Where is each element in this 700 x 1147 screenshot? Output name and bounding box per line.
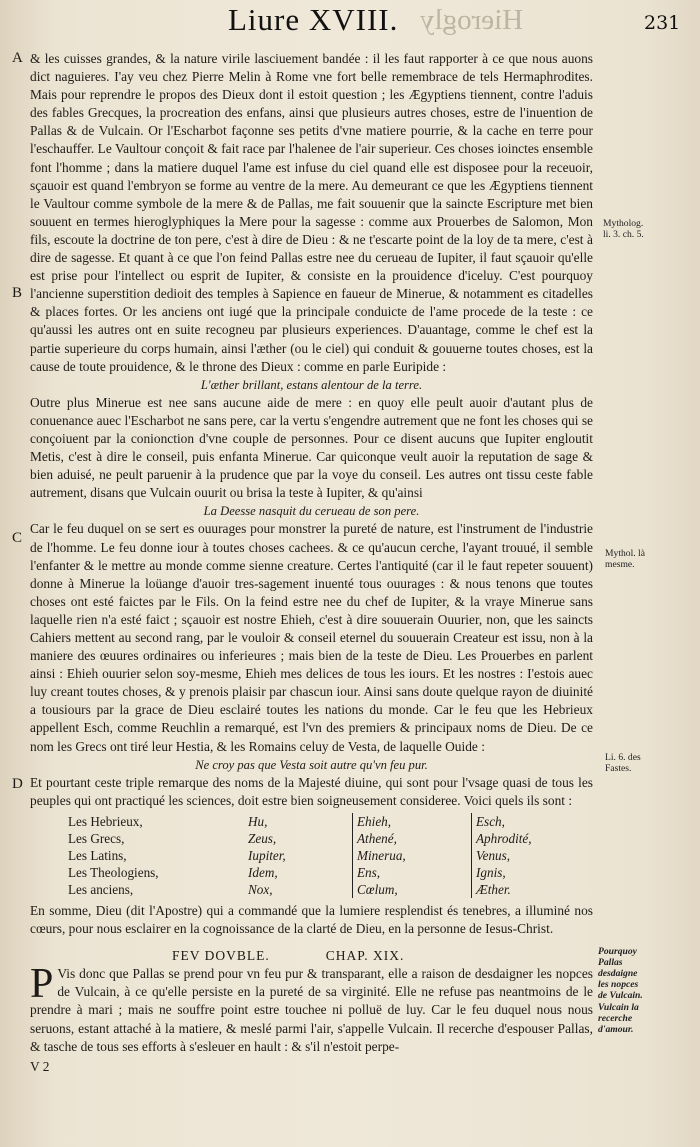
marginal-note: Mythol. là mesme. <box>605 548 645 570</box>
margin-letter-b: B <box>12 285 23 301</box>
bleed-through-title: Hierogly <box>420 4 524 36</box>
name-cell: Venus, <box>472 847 536 864</box>
divine-names-table <box>68 813 536 898</box>
people-cell: Les Latins, <box>68 847 127 863</box>
chapter-title: FEV DOVBLE. <box>172 948 270 964</box>
name-cell: Nox, <box>248 881 273 897</box>
name-cell: Cœlum, <box>353 881 472 898</box>
table-row <box>68 830 536 847</box>
signature-mark: V 2 <box>30 1058 50 1074</box>
people-cell: Les Grecs, <box>68 830 125 846</box>
chapter-heading <box>30 947 593 965</box>
verse-quote: La Deesse nasquit du cerueau de son pere. <box>203 504 420 519</box>
paragraph-text: Vis donc que Pallas se prend pour vn feu pur & transparant, elle a raison de desdaigner les nopces de Vulcain, à ce qu'elle persiste en la pureté de sa virginité. Elle ne refuse pas neantmoins de le prendre à mari ; mais ne souffre point estre touchee ni polluë de luy. Car le feu duquel nous nous seruons, estant attaché à la matiere, & meslé parmi l'air, s'appelle Vulcain. Il recerche d'espouser Pallas, & tasche de tous ses efforts à s'esleuer en hault : & s'il n'estoit perpe- <box>30 966 593 1054</box>
name-cell: Idem, <box>248 864 278 880</box>
paragraph: & les cuisses grandes, & la nature virile lasciuement bandée : il les faut rapporter à ce que nous auons dict naguieres. I'ay veu chez Pierre Melin à Rome vne fort belle remembrace de tels Hermaphrodites. Mais pour reprendre le propos des Dieux dont il estoit question ; les Ægyptiens tiennent, contre l'aduis des fables Grecques, la procreation des enfans, ainsi que plusieurs autres choses, estre de l'inuention de Pallas & de Vulcain. Or l'Escharbot façonne ses petits d'vne matiere pourrie, & la cache en terre pour l'eschauffer. Le Vaultour conçoit & fait race par l'halenee de l'air superieur. Ces choses ioinctes ensemble font l'homme ; dans la matiere duquel l'ame est infuse du ciel quand elle est disposee pour la receuoir, sçauoir est quand l'embryon se forme au ventre de la mere. Au demeurant ce que les Ægyptiens tiennent le Vaultour comme symbole de la mere & de Pallas, me fait souuenir que la saincte Escripture met bien souuent en termes hieroglyphiques la Mere pour la sagesse : comme aux Prouerbes de Salomon, Mon fils, escoute la doctrine de ton pere, c'est à dire de Dieu : & ne t'escarte point de la loy de ta mere, c'est à dire de sagesse. Et quant à ce que l'on feind Pallas estre nee du cerueau de Iupiter, il faut sçauoir qu'elle est prise pour l'intellect ou esprit de Iupiter, & consiste en la prouidence d'iceluy. C'est pourquoy l'ancienne superstition dedioit des temples à Sapience en faueur de Minerue, & notamment es citadelles & places fortes. Or les anciens ont iugé que la principale conduicte de l'ame procede de la teste : ce qu'aussi les autres ont en suite recogneu par plusieurs experiences. D'auantage, comme le chef est la partie superieure du corps humain, ainsi l'æther (ou le ciel) qui conduit & gouuerne toutes choses, est la cause de toute prouidence, & le throne des Dieux : comme en parle Euripide : <box>30 51 593 374</box>
name-cell: Esch, <box>472 813 536 830</box>
paragraph: Car le feu duquel on se sert es ouurages pour monstrer la pureté de nature, est l'instrument de l'industrie de l'homme. Le feu donne iour à toutes choses cachees. & ce qu'aucun cerche, l'ayant trouué, il semble l'enfanter & le mettre au monde comme sienne creature. Certes l'antiquité (car il le faut repeter souuent) donne à Minerue la loüange d'auoir tres-sagement inuenté tous ouurages : & nous tenons que toutes choses ont esté faictes par le Fils. On la feind estre nee du chef de Iupiter, & la vraye Minerue sans laquelle rien n'a esté faict ; sçauoir est nostre Ehieh, c'est à dire souuerain Ouurier, non, que les saincts Cahiers mettent au second rang, par le vouloir & conseil eternel du souuerain Createur est issu, non à la maniere des œuures ordinaires ou inferieures ; mais bien de la teste de Dieu. Les Prouerbes en parlent ainsi : Ehieh ouurier selon soy-mesme, Ehieh mes delices de tous les iours. Et les nostres : I'estois auec luy creant toutes choses, & y prenois plaisir par chascun iour. Ainsi sans doute quelque rayon de diuinité a tousiours par la grace de Dieu esclairé toutes les nations du monde. Car le feu que les Hebrieux appellent Esch, comme Reuchlin a remarqué, est l'vn des premiers & principaux noms de Dieu. De ce nom les Grecs ont tiré leur Hestia, & les Romains celuy de Vesta, de laquelle Ouide : <box>30 521 593 754</box>
name-cell: Zeus, <box>248 830 277 846</box>
paragraph <box>30 961 593 1055</box>
name-cell: Iupiter, <box>248 847 286 863</box>
name-cell: Athené, <box>353 830 472 847</box>
page-number: 231 <box>644 12 681 34</box>
table-row <box>68 864 536 881</box>
paragraph: Outre plus Minerue est nee sans aucune aide de mere : en quoy elle peult auoir d'autant plus de conuenance auec l'Escharbot ne sans pere, car la vertu s'engendre autrement que ne font les choses qui se conçoiuent par la conionction d'vne couple de personnes. Pour ce disent aucuns que Iupiter engloutit Metis, c'est à dire le conseil, puis enfanta Minerue. Car quiconque veult auoir la reputation de sage & bien aduisé, ne peult paruenir à la prudence que par la voye du conseil. Les autres ont tissu ceste fable autrement, disans que Vulcain ouurit ou brisa la teste à Iupiter, & qu'ainsi <box>30 394 593 501</box>
table-row <box>68 847 536 864</box>
marginal-note: Vulcain la recerche d'amour. <box>598 1002 639 1035</box>
running-title: Liure XVIII. <box>228 2 399 37</box>
name-cell: Ens, <box>353 864 472 881</box>
verse-quote: L'æther brillant, estans alentour de la terre. <box>200 377 423 392</box>
people-cell: Les Theologiens, <box>68 864 159 880</box>
page-header <box>0 2 700 40</box>
name-cell: Æther. <box>472 881 536 898</box>
table-row <box>68 881 536 898</box>
chapter-number: CHAP. XIX. <box>325 948 405 964</box>
margin-letter-c: C <box>12 530 23 546</box>
table-row <box>68 813 536 830</box>
paragraph: Et pourtant ceste triple remarque des noms de la Majesté diuine, qui sont pour l'vsage quasi de tous les peuples qui ont practiqué les sciences, doit estre bien soigneusement consideree. Voici quels ils sont : <box>30 774 593 808</box>
marginal-note: Pourquoy Pallas desdaigne les nopces de Vulcain. <box>598 946 643 1001</box>
people-cell: Les Hebrieux, <box>68 813 143 829</box>
marginal-note: Li. 6. des Fastes. <box>605 752 641 774</box>
name-cell: Minerua, <box>353 847 472 864</box>
margin-letter-d: D <box>12 776 23 792</box>
name-cell: Ehieh, <box>353 813 472 830</box>
people-cell: Les anciens, <box>68 881 134 897</box>
paragraph: En somme, Dieu (dit l'Apostre) qui a commandé que la lumiere resplendist és tenebres, a illuminé nos cœurs, pour nous esclairer en la cognoissance de la clarté de Dieu, en la personne de Iesus-Christ. <box>30 902 593 937</box>
margin-letter-a: A <box>12 50 23 66</box>
verse-quote: Ne croy pas que Vesta soit autre qu'vn feu pur. <box>195 757 428 772</box>
name-cell: Hu, <box>248 813 268 829</box>
main-text-column <box>30 50 593 1076</box>
drop-cap: P <box>30 961 54 1008</box>
marginal-note: Mytholog. li. 3. ch. 5. <box>603 218 644 240</box>
name-cell: Aphrodité, <box>472 830 536 847</box>
name-cell: Ignis, <box>472 864 536 881</box>
